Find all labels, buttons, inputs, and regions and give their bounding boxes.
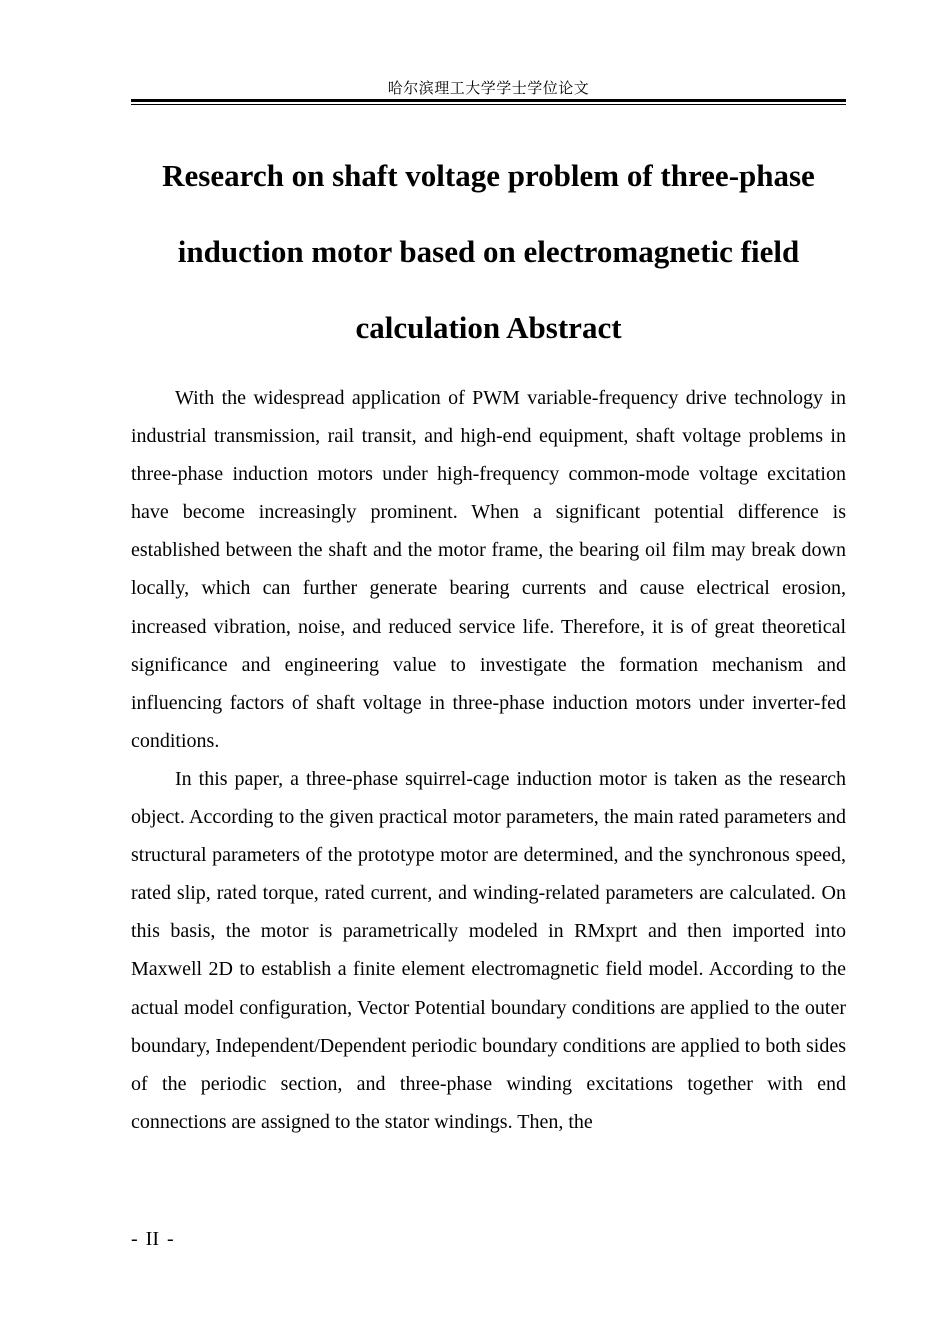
abstract-body <box>131 379 846 1141</box>
page-number: - II - <box>131 1228 174 1250</box>
abstract-paragraph-2: In this paper, a three-phase squirrel-cage induction motor is taken as the research object. According to the given practical motor parameters, the main rated parameters and structural parameters of the prototype motor are determined, and the synchronous speed, rated slip, rated torque, rated current, and winding-related parameters are calculated. On this basis, the motor is parametrically modeled in RMxprt and then imported into Maxwell 2D to establish a finite element electromagnetic field model. According to the actual model configuration, Vector Potential boundary conditions are applied to the outer boundary, Independent/Dependent periodic boundary conditions are applied to both sides of the periodic section, and three-phase winding excitations together with end connections are assigned to the stator windings. Then, the <box>131 767 846 1133</box>
running-header: 哈尔滨理工大学学士学位论文 <box>387 79 590 97</box>
abstract-paragraph-1: With the widespread application of PWM variable-frequency drive technology in industrial transmission, rail transit, and high-end equipment, shaft voltage problems in three-phase induction motors under high-frequency common-mode voltage excitation have become increasingly prominent. When a significant potential difference is established between the shaft and the motor frame, the bearing oil film may break down locally, which can further generate bearing currents and cause electrical erosion, increased vibration, noise, and reduced service life. Therefore, it is of great theoretical significance and engineering value to investigate the formation mechanism and influencing factors of shaft voltage in three-phase induction motors under inverter-fed conditions. <box>131 387 846 752</box>
paper-title: Research on shaft voltage problem of three-phase induction motor based on electromagnetic field calculation Abstract <box>162 158 815 345</box>
header-rule-thick <box>131 99 846 102</box>
header-rule-thin <box>131 104 846 105</box>
